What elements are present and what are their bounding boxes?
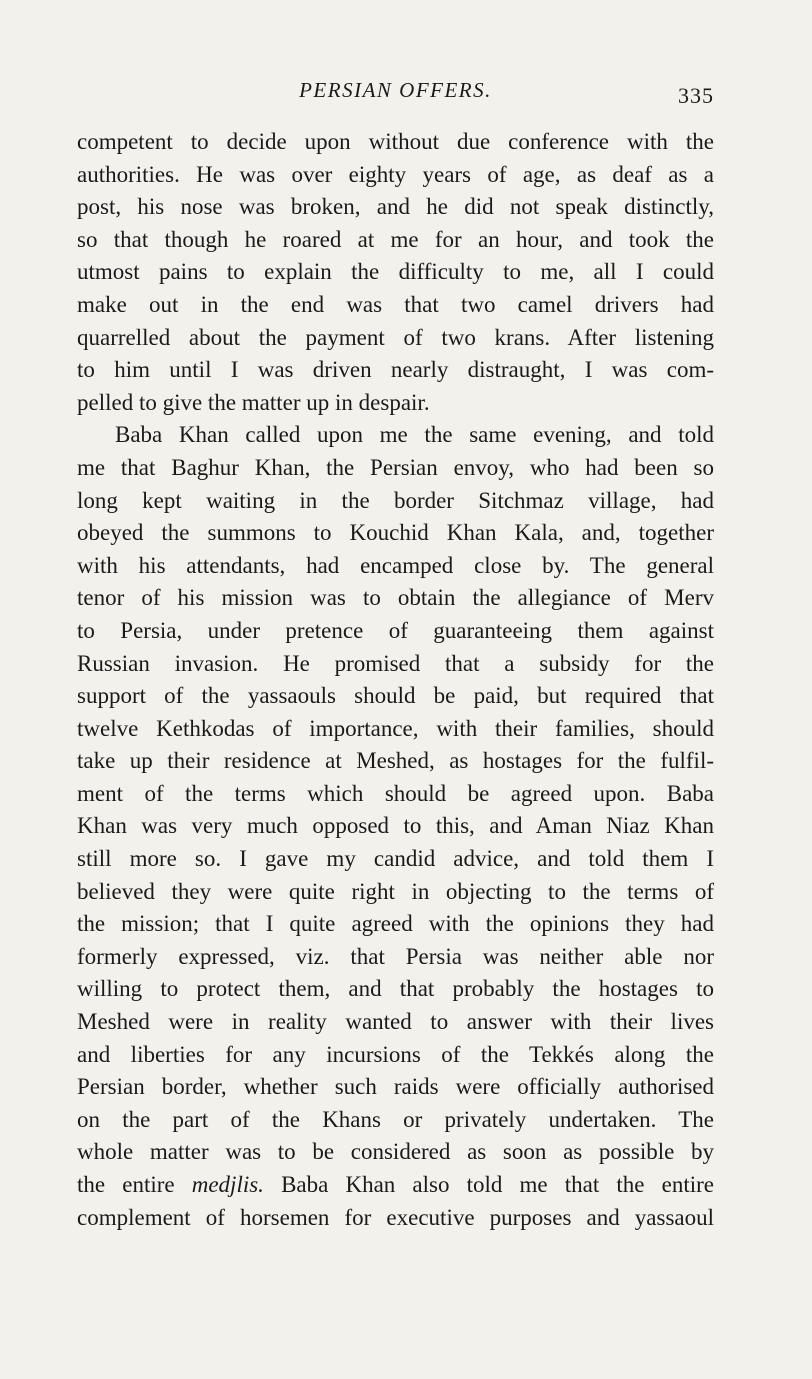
text-line: the mission; that I quite agreed with the opinions they had	[77, 911, 714, 937]
text-line: post, his nose was broken, and he did not speak distinctly,	[77, 194, 714, 220]
text-line: utmost pains to explain the difficulty to me, all I could	[77, 259, 714, 285]
text-line: tenor of his mission was to obtain the allegiance of Merv	[77, 585, 714, 611]
running-title: PERSIAN OFFERS.	[299, 78, 492, 102]
text-line: on the part of the Khans or privately undertaken. The	[77, 1106, 714, 1132]
italic-term: medjlis.	[191, 1172, 264, 1197]
paragraph-end-line: pelled to give the matter up in despair.	[77, 389, 430, 415]
body-text	[77, 126, 714, 1234]
text-line: Meshed were in reality wanted to answer with their lives	[77, 1009, 714, 1035]
running-head	[77, 78, 714, 108]
text-line: support of the yassaouls should be paid, but required that	[77, 683, 714, 709]
text-line: with his attendants, had encamped close by. The general	[77, 552, 714, 578]
text-line: believed they were quite right in objecting to the terms of	[77, 878, 714, 904]
text-line: authorities. He was over eighty years of age, as deaf as a	[77, 161, 714, 187]
paragraph-start-line: Baba Khan called upon me the same evening, and told	[115, 422, 714, 448]
text-line: quarrelled about the payment of two krans. After listening	[77, 324, 714, 350]
text-line: long kept waiting in the border Sitchmaz village, had	[77, 487, 714, 513]
line-segment: Baba Khan also told me that the entire	[263, 1172, 714, 1197]
text-line: make out in the end was that two camel drivers had	[77, 291, 714, 317]
text-line: still more so. I gave my candid advice, and told them I	[77, 846, 714, 872]
text-line: competent to decide upon without due conference with the	[77, 129, 714, 154]
text-line: formerly expressed, viz. that Persia was neither able nor	[77, 943, 714, 969]
text-line: ment of the terms which should be agreed upon. Baba	[77, 780, 714, 806]
text-line: twelve Kethkodas of importance, with their families, should	[77, 715, 714, 741]
text-line: take up their residence at Meshed, as hostages for the fulfil-	[77, 748, 714, 774]
text-line: willing to protect them, and that probably the hostages to	[77, 976, 714, 1002]
text-line: Russian invasion. He promised that a subsidy for the	[77, 650, 714, 676]
page-number: 335	[678, 83, 714, 108]
text-line: me that Baghur Khan, the Persian envoy, who had been so	[77, 454, 714, 480]
text-line: whole matter was to be considered as soon as possible by	[77, 1139, 714, 1165]
text-line-with-italic	[77, 1169, 714, 1202]
text-line: so that though he roared at me for an hour, and took the	[77, 226, 714, 252]
line-segment: the entire	[77, 1172, 192, 1197]
text-line: and liberties for any incursions of the Tekkés along the	[77, 1041, 714, 1067]
text-line: Persian border, whether such raids were officially authorised	[77, 1074, 714, 1100]
text-line: obeyed the summons to Kouchid Khan Kala, and, together	[77, 520, 714, 546]
text-line: to Persia, under pretence of guaranteeing them against	[77, 617, 714, 643]
text-line: Khan was very much opposed to this, and Aman Niaz Khan	[77, 813, 714, 839]
text-line: to him until I was driven nearly distraught, I was com-	[77, 357, 714, 383]
text-line: complement of horsemen for executive purposes and yassaoul	[77, 1204, 714, 1230]
